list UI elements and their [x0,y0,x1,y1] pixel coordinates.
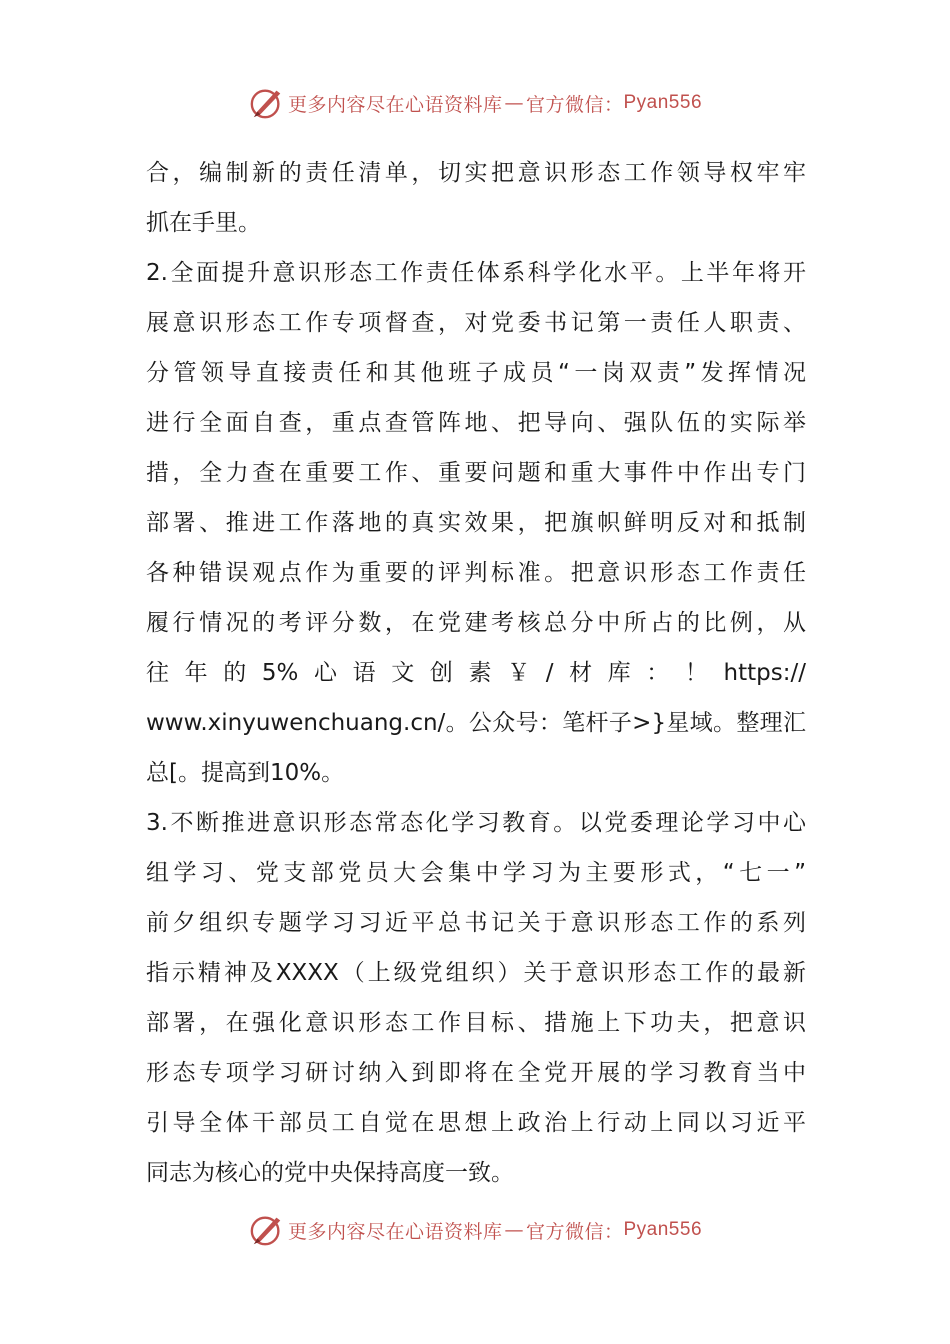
body-line: 合，编制新的责任清单，切实把意识形态工作领导权牢牢 [146,160,806,186]
body-line: 展意识形态工作专项督查，对党委书记第一责任人职责、 [146,310,806,336]
body-line: 抓在手里。 [146,210,261,236]
quill-logo-icon [248,1212,286,1248]
footer-text: 更多内容尽在心语资料库 [287,1220,503,1243]
body-line: 部署，在强化意识形态工作目标、措施上下功夫，把意识 [146,1010,806,1036]
body-line: 总[。提高到10%。 [146,760,345,786]
body-line: 同志为核心的党中央保持高度一致。 [146,1160,514,1186]
body-line: 部署、推进工作落地的真实效果，把旗帜鲜明反对和抵制 [146,510,806,536]
body-line: 措，全力查在重要工作、重要问题和重大事件中作出专门 [146,460,806,486]
body-line: 2.全面提升意识形态工作责任体系科学化水平。上半年将开 [146,260,806,286]
body-line: 形态专项学习研讨纳入到即将在全党开展的学习教育当中 [146,1060,806,1086]
body-line: 往年的5%心语文创素￥/材库：！https:// [146,660,806,686]
body-line: 引导全体干部员工自觉在思想上政治上行动上同以习近平 [146,1110,806,1136]
body-line: www.xinyuwenchuang.cn/。公众号：笔杆子>}星域。整理汇 [146,710,806,736]
footer-contact-id: Pyan556 [623,1219,703,1240]
header-dash: — [504,92,524,114]
header-banner [0,83,950,123]
body-line: 各种错误观点作为重要的评判标准。把意识形态工作责任 [146,560,806,586]
body-line: 指示精神及XXXX（上级党组织）关于意识形态工作的最新 [146,960,806,986]
body-line: 履行情况的考评分数，在党建考核总分中所占的比例，从 [146,610,806,636]
footer-contact-label: 官方微信： [525,1220,624,1243]
body-line: 前夕组织专题学习习近平总书记关于意识形态工作的系列 [146,910,806,936]
quill-logo-icon [248,85,286,121]
body-line: 组学习、党支部党员大会集中学习为主要形式，“七一” [146,860,806,886]
footer-banner [0,1210,950,1250]
body-line: 分管领导直接责任和其他班子成员“一岗双责”发挥情况 [146,360,806,386]
body-line: 3.不断推进意识形态常态化学习教育。以党委理论学习中心 [146,810,806,836]
document-body [146,148,806,1198]
header-text: 更多内容尽在心语资料库 [287,93,503,116]
footer-dash: — [504,1219,524,1241]
header-contact-label: 官方微信： [525,93,624,116]
body-line: 进行全面自查，重点查管阵地、把导向、强队伍的实际举 [146,410,806,436]
header-contact-id: Pyan556 [623,92,703,113]
